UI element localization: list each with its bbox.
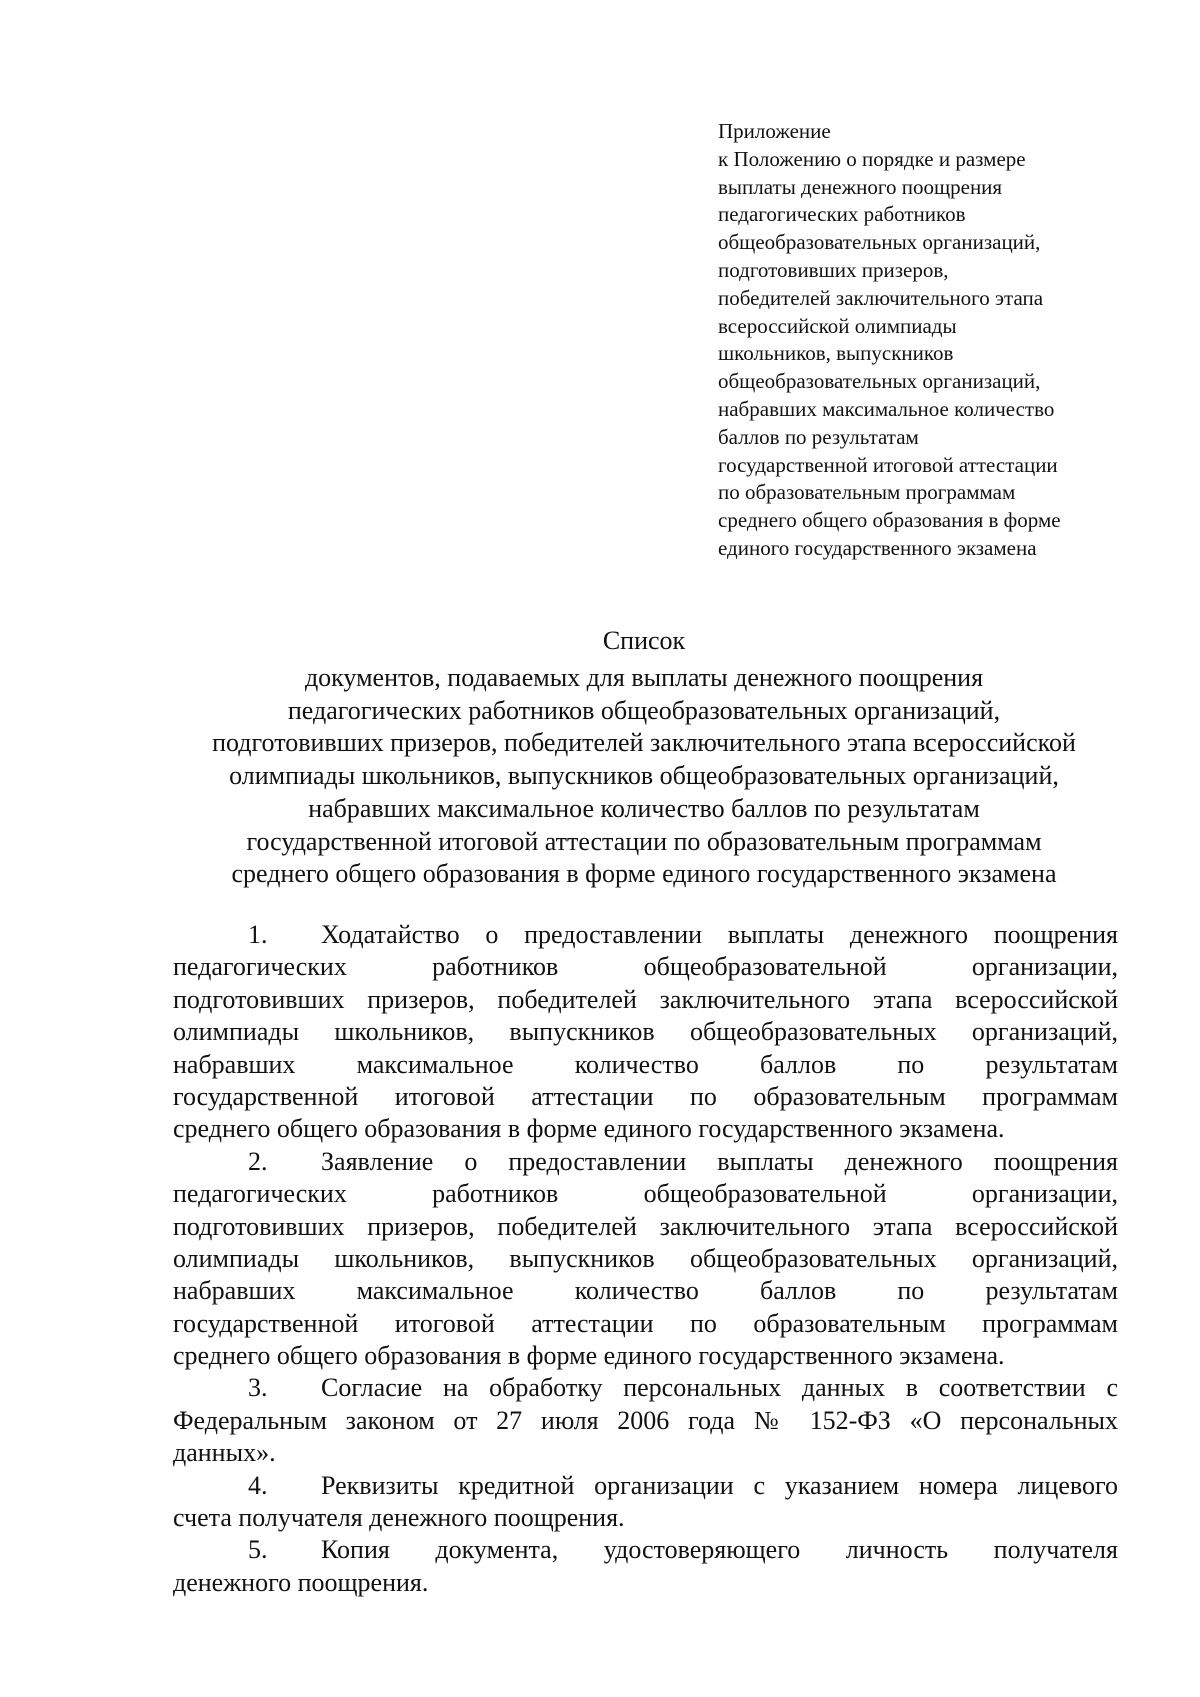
list-item-line: набравших максимальное количество баллов по результатам [173,1049,1118,1079]
list-item-number: 3. [248,1373,268,1403]
appendix-line: по образовательным программам [718,480,1016,505]
appendix-line: к Положению о порядке и размере [718,146,1026,171]
list-item-line: олимпиады школьников, выпускников общеобразовательных организаций, [173,1017,1118,1047]
list-item-line [173,1470,1118,1502]
list-item-text: Ходатайство о предоставлении выплаты денежного поощрения [321,920,1118,949]
document-title: Список [602,626,686,655]
appendix-line: общеобразовательных организаций, [718,369,1041,394]
list-item-line: государственной итоговой аттестации по образовательным программам [173,1308,1118,1338]
subtitle-line: педагогических работников общеобразовательных организаций, [287,695,1001,725]
appendix-line: победителей заключительного этапа [718,285,1044,310]
list-item-line: государственной итоговой аттестации по образовательным программам [173,1081,1118,1111]
appendix-line: общеобразовательных организаций, [718,230,1041,255]
appendix-line: подготовивших призеров, [718,257,949,282]
list-item-line [173,1534,1118,1566]
list-item-line: счета получателя денежного поощрения. [173,1503,625,1533]
list-item-number: 4. [248,1470,268,1500]
appendix-line: Приложение [718,119,831,143]
list-item-line: набравших максимальное количество баллов по результатам [173,1276,1118,1306]
list-item-line [173,1146,1118,1178]
appendix-header [718,118,1158,563]
list-item-line: данных». [173,1438,276,1468]
appendix-line: выплаты денежного поощрения [718,174,1003,199]
appendix-line: педагогических работников [718,202,966,227]
list-item-line: педагогических работников общеобразовательной организации, [173,1179,1118,1209]
list-item-line [173,919,1118,951]
list-item-number: 2. [248,1146,268,1176]
document-subtitle [170,662,1118,891]
list-item-line [173,1372,1118,1404]
subtitle-line: набравших максимальное количество баллов по результатам [308,793,980,823]
list-item-text: Копия документа, удостоверяющего личность получателя [321,1535,1118,1565]
appendix-line: баллов по результатам [718,424,919,449]
list-item [173,1470,1118,1535]
subtitle-line: государственной итоговой аттестации по образовательным программам [246,826,1042,856]
appendix-line: единого государственного экзамена [718,535,1037,560]
subtitle-line: документов, подаваемых для выплаты денежного поощрения [304,663,984,692]
list-item [173,1146,1118,1373]
list-item-text: Реквизиты кредитной организации с указанием номера лицевого [321,1470,1118,1500]
list-item-line: среднего общего образования в форме единого государственного экзамена. [173,1341,1005,1371]
appendix-line: школьников, выпускников [718,341,954,366]
list-item-line: подготовивших призеров, победителей заключительного этапа всероссийской [173,984,1118,1014]
list-item [173,1372,1118,1469]
list-item-text: Заявление о предоставлении выплаты денежного поощрения [321,1146,1118,1176]
list-item-line: педагогических работников общеобразовательной организации, [173,952,1118,982]
list-item-number: 1. [248,920,268,949]
appendix-line: набравших максимальное количество [718,396,1055,421]
list-item-number: 5. [248,1535,268,1565]
list-item-text: Согласие на обработку персональных данных в соответствии с [321,1373,1118,1403]
list-item [173,919,1118,1146]
subtitle-line: подготовивших призеров, победителей заключительного этапа всероссийской [212,728,1076,758]
document-list [173,919,1118,1599]
appendix-line: среднего общего образования в форме [718,508,1061,533]
list-item-line: среднего общего образования в форме единого государственного экзамена. [173,1114,1005,1144]
list-item-line: денежного поощрения. [173,1567,429,1597]
subtitle-line: олимпиады школьников, выпускников общеобразовательных организаций, [229,761,1059,791]
appendix-line: всероссийской олимпиады [718,313,957,338]
subtitle-line: среднего общего образования в форме единого государственного экзамена [231,859,1057,889]
list-item-line: олимпиады школьников, выпускников общеобразовательных организаций, [173,1243,1118,1273]
list-item-line: подготовивших призеров, победителей заключительного этапа всероссийской [173,1211,1118,1241]
list-item-line: Федеральным законом от 27 июля 2006 года № 152-ФЗ «О персональных [173,1405,1118,1435]
appendix-line: государственной итоговой аттестации [718,452,1058,477]
list-item [173,1534,1118,1599]
